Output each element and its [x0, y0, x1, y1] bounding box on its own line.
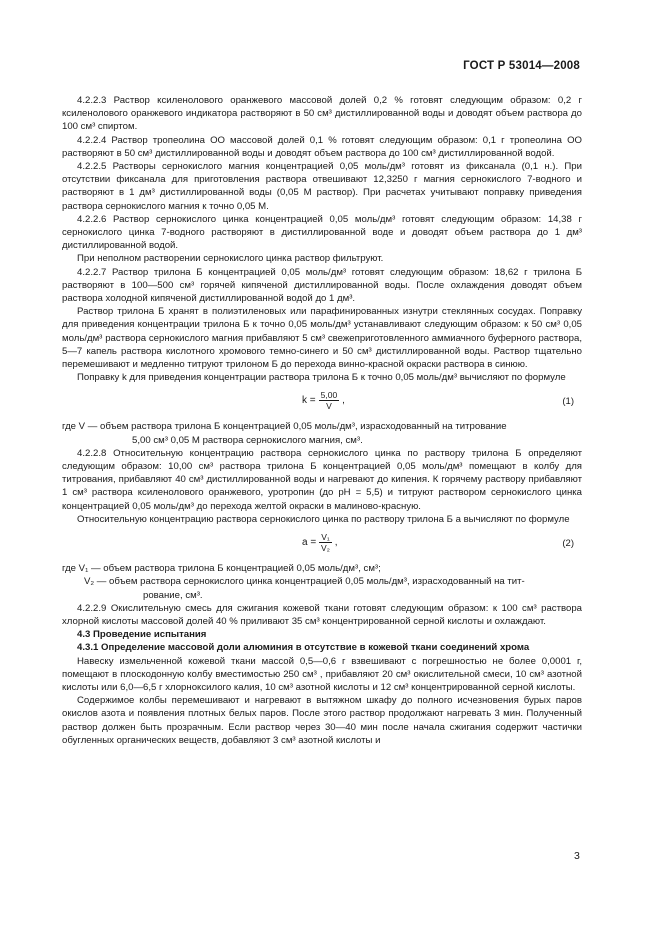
- paragraph-4-2-2-3: 4.2.2.3 Раствор ксиленолового оранжевого массовой долей 0,2 % готовят следующим образом: 0,2 г ксиленолового оранжевого индикатора растворяют в 50 см³ дистиллированной воды и доводят объем раствора до 100 см³ спиртом.: [62, 95, 582, 133]
- formula-2-denominator: V₂: [320, 543, 330, 554]
- formula-2-fraction: [319, 532, 332, 553]
- formula-1: [62, 387, 582, 417]
- paragraph-4-2-2-8: 4.2.2.8 Относительную концентрацию раствора сернокислого цинка по раствору трилона Б определяют следующим образом: 10,00 см³ раствора трилона Б концентрацией 0,05 моль/дм³ помещают в колбу для титрования, прибавляют 40 см³ дистиллированной воды и нагревают до кипения. К горячему раствору прибавляют 1 см³ раствора ксиленолового оранжевого, уротропин (до pH = 5,5) и титруют раствором сернокислого цинка концентрацией 0,05 моль/дм³ до перехода желтой окраски в малиново-красную.: [62, 447, 582, 512]
- formula-2-numerator: V₁: [321, 532, 330, 543]
- formula-2-legend: [62, 562, 582, 602]
- formula-2-number: (2): [562, 538, 574, 550]
- formula-1-legend: [62, 420, 582, 446]
- paragraph-4-2-2-5: 4.2.2.5 Растворы сернокислого магния концентрацией 0,05 моль/дм³ готовят из фиксанала (0,1 н.). При отсутствии фиксанала для приготовления раствора отвешивают 12,3250 г магния сернокислого 7-водного и растворяют в 1 дм³ дистиллированной воды (0,05 М раствор). При расчетах учитывают поправку приведения раствора сернокислого магния к точно 0,05 М.: [62, 161, 582, 212]
- formula-1-lhs: k =: [302, 395, 316, 407]
- formula-2-tail: ,: [334, 536, 338, 548]
- section-heading-4-3: 4.3 Проведение испытания: [77, 629, 207, 641]
- formula-2-lhs: a =: [302, 536, 317, 548]
- paragraph-a-intro: Относительную концентрацию раствора сернокислого цинка по раствору трилона Б a вычисляют по формуле: [77, 513, 570, 525]
- paragraph-k-intro: Поправку k для приведения концентрации раствора трилона Б к точно 0,05 моль/дм³ вычисляют по формуле: [77, 372, 566, 384]
- paragraph-heating: Содержимое колбы перемешивают и нагревают в вытяжном шкафу до полного исчезновения бурых паров окислов азота и появления плотных белых паров. После этого раствор продолжают нагревать 3 мин. Полученный раствор должен быть прозрачным. Если раствор через 30—40 мин после начала сжигания содержит частички обугленных органических веществ, добавляют 3 см³ азотной кислоты и: [62, 695, 582, 746]
- legend-v1: где V₁ — объем раствора трилона Б концентрацией 0,05 моль/дм³, см³;: [62, 563, 381, 575]
- formula-1-fraction: [319, 390, 340, 411]
- formula-1-denominator: V: [326, 401, 332, 412]
- formula-1-number: (1): [562, 396, 574, 408]
- formula-1-numerator: 5,00: [320, 390, 338, 401]
- legend-v-line-1: где V — объем раствора трилона Б концентрацией 0,05 моль/дм³, израсходованный на титрование: [62, 421, 507, 433]
- paragraph-filtering: При неполном растворении сернокислого цинка раствор фильтруют.: [77, 253, 384, 265]
- document-body: [62, 94, 582, 747]
- paragraph-4-2-2-6: 4.2.2.6 Раствор сернокислого цинка концентрацией 0,05 моль/дм³ готовят следующим образом: 14,38 г сернокислого цинка 7-водного растворяют в дистиллированной воде и доводят объем раствора до 1 дм³ дистиллированной водой.: [62, 213, 582, 252]
- document-header: ГОСТ Р 53014—2008: [463, 60, 580, 72]
- subsection-heading-4-3-1: 4.3.1 Определение массовой доли алюминия в отсутствие в кожевой ткани соединений хрома: [77, 642, 530, 654]
- legend-v2-line-1: V₂ — объем раствора сернокислого цинка концентрацией 0,05 моль/дм³, израсходованный на тит-: [84, 576, 525, 588]
- legend-v-line-2: 5,00 см³ 0,05 М раствора сернокислого магния, см³.: [132, 434, 363, 446]
- paragraph-4-2-2-9: 4.2.2.9 Окислительную смесь для сжигания кожевой ткани готовят следующим образом: к 100 см³ раствора хлорной кислоты массовой долей 40 % приливают 35 см³ концентрированной серной кислоты и охлаждают.: [62, 602, 582, 627]
- formula-1-tail: ,: [342, 395, 345, 407]
- legend-v2-line-2: рование, см³.: [143, 589, 203, 601]
- paragraph-trilon-storage: Раствор трилона Б хранят в полиэтиленовых или парафинированных изнутри стеклянных сосудах. Поправку для приведения концентрации трилона Б к точно 0,05 моль/дм³ устанавливают следующим образом: к 50 см³ 0,05 моль/дм³ раствора сернокислого магния прибавляют 5 см³ свежеприготовленного аммиачного буферного раствора, 5—7 капель раствора кислотного хромового темно-синего и 50 см³ дистиллированной воды. Раствор тщательно перемешивают и медленно титруют трилоном Б до перехода винно-красной окраски раствора в синюю.: [62, 306, 582, 371]
- formula-2: [62, 529, 582, 559]
- paragraph-sample: Навеску измельченной кожевой ткани массой 0,5—0,6 г взвешивают с погрешностью не более 0,0001 г, помещают в плоскодонную колбу вместимостью 250 см³ , прибавляют 20 см³ окислительной смеси, 10 см³ азотной кислоты или 6,0—6,5 г хлорноксилого калия, 10 см³ азотной кислоты и 12 см³ концентрированной серной кислоты.: [62, 655, 582, 693]
- page-number: 3: [574, 850, 580, 862]
- paragraph-4-2-2-4: 4.2.2.4 Раствор тропеолина ОО массовой долей 0,1 % готовят следующим образом: 0,1 г тропеолина ОО растворяют в 50 см³ дистиллированной воды и доводят объем раствора до 100 см³ дистиллированной водой.: [62, 134, 582, 159]
- paragraph-4-2-2-7: 4.2.2.7 Раствор трилона Б концентрацией 0,05 моль/дм³ готовят следующим образом: 18,62 г трилона Б растворяют в 100—500 см³ горячей кипяченой дистиллированной воды. После охлаждения доводят объем раствора холодной кипяченой дистиллированной водой до 1 дм³.: [62, 266, 582, 305]
